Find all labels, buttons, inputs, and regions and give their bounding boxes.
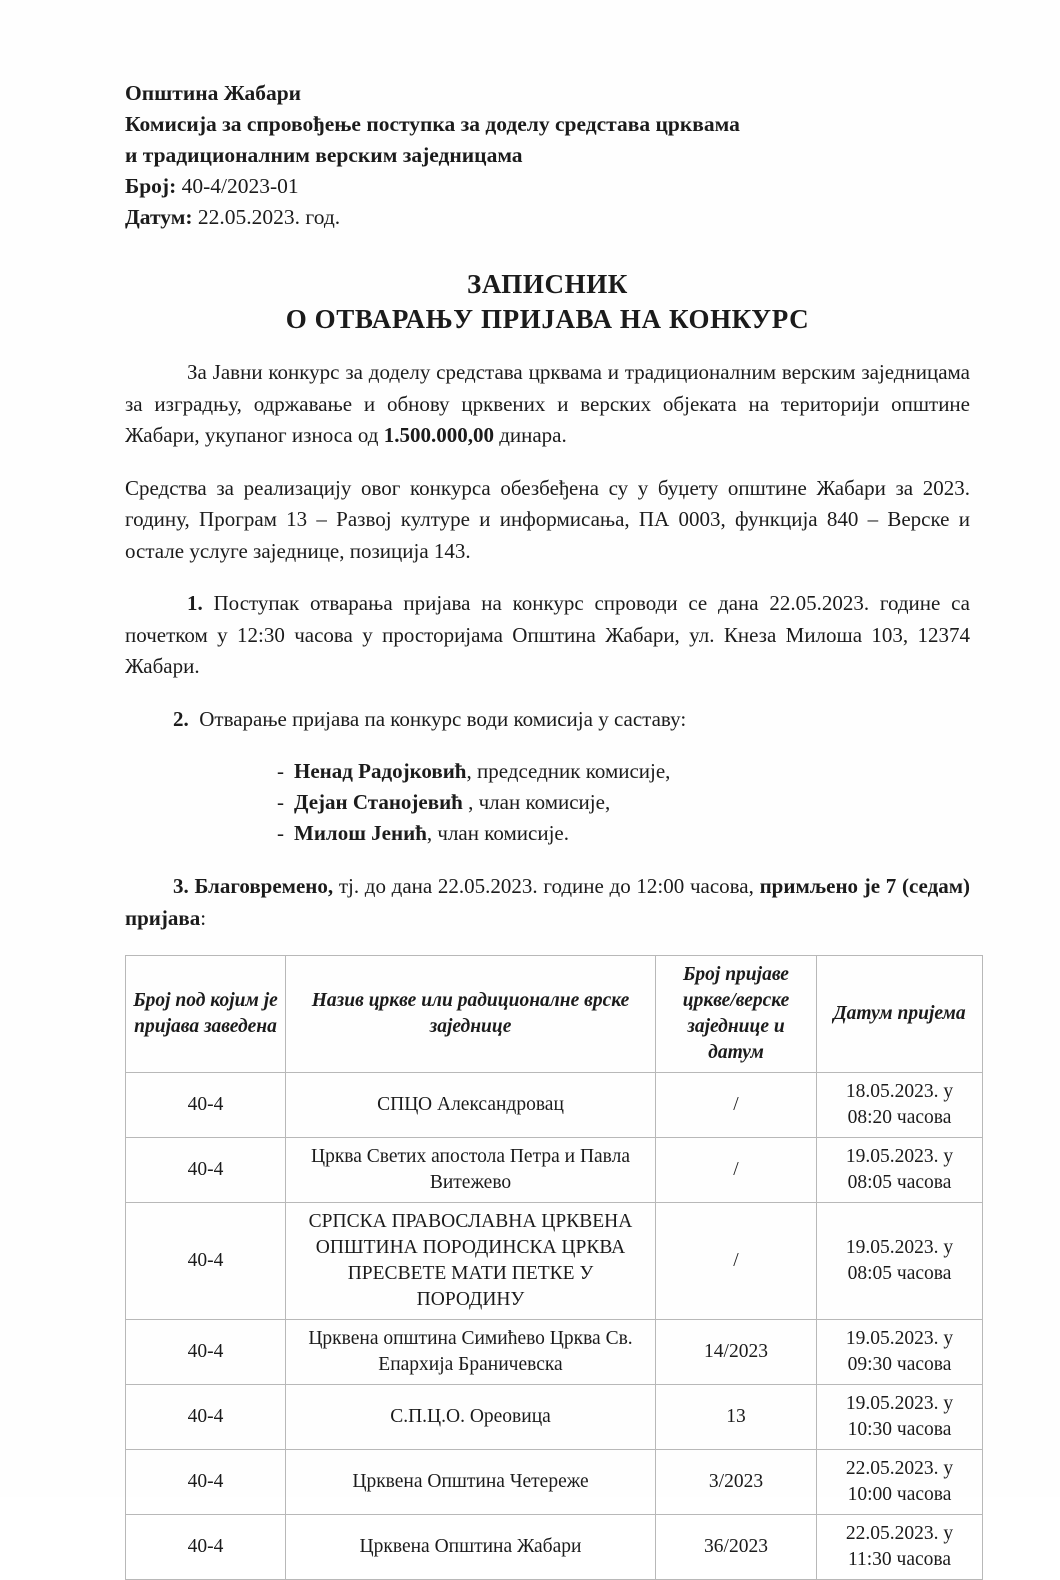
member-role: , члан комисије. xyxy=(426,821,569,845)
column-header-application-number: Број пријаве цркве/верске заједнице и датум xyxy=(656,956,817,1073)
member-role: , председник комисије, xyxy=(466,759,671,783)
member-name: Дејан Станојевић xyxy=(294,790,463,814)
cell-registration-number: 40-4 xyxy=(126,1203,286,1320)
list-item xyxy=(277,818,970,849)
cell-application-number: 14/2023 xyxy=(656,1320,817,1385)
document-number-label: Број: xyxy=(125,174,177,198)
cell-registration-number: 40-4 xyxy=(126,1450,286,1515)
document-number-value: 40-4/2023-01 xyxy=(176,174,299,198)
intro-text-part2: динара. xyxy=(493,423,567,447)
table-header-row xyxy=(126,956,983,1073)
bullet-dash-icon: - xyxy=(277,759,284,783)
table-row xyxy=(126,1515,983,1580)
item-2-number: 2. xyxy=(173,706,189,731)
cell-church-name: Црква Светих апостола Петра и Павла Витежево xyxy=(286,1138,656,1203)
cell-church-name: С.П.Ц.О. Ореовица xyxy=(286,1385,656,1450)
bullet-dash-icon: - xyxy=(277,821,284,845)
cell-receipt-date: 19.05.2023. у 08:05 часова xyxy=(817,1138,983,1203)
cell-church-name: СПЦО Александровац xyxy=(286,1073,656,1138)
item-1-number: 1. xyxy=(187,591,203,615)
cell-church-name: Црквена Општина Четереже xyxy=(286,1450,656,1515)
item-3-bold-tail: примљено је 7 (седам) пријава xyxy=(125,874,970,930)
applications-table xyxy=(125,955,983,1580)
item-2-text: Отварање пријава па конкурс води комисија у саставу: xyxy=(199,706,687,731)
column-header-registration-number: Број под којим је пријава заведена xyxy=(126,956,286,1073)
cell-church-name: Црквена општина Симићево Црква Св. Епархија Браничевска xyxy=(286,1320,656,1385)
title-line-1: ЗАПИСНИК xyxy=(467,269,628,299)
member-name: Ненад Радојковић xyxy=(294,759,467,783)
cell-application-number: / xyxy=(656,1203,817,1320)
table-row xyxy=(126,1320,983,1385)
cell-receipt-date: 19.05.2023. у 09:30 часова xyxy=(817,1320,983,1385)
commission-name-line2: и традиционалним верским заједницама xyxy=(125,143,523,167)
item-3-bold-lead: Благовремено, xyxy=(188,874,334,898)
cell-receipt-date: 19.05.2023. у 10:30 часова xyxy=(817,1385,983,1450)
cell-receipt-date: 18.05.2023. у 08:20 часова xyxy=(817,1073,983,1138)
list-item xyxy=(277,756,970,787)
bullet-dash-icon: - xyxy=(277,790,284,814)
list-item xyxy=(277,787,970,818)
table-row xyxy=(126,1450,983,1515)
cell-application-number: 36/2023 xyxy=(656,1515,817,1580)
cell-church-name: Црквена Општина Жабари xyxy=(286,1515,656,1580)
cell-registration-number: 40-4 xyxy=(126,1385,286,1450)
cell-registration-number: 40-4 xyxy=(126,1320,286,1385)
document-body xyxy=(125,78,970,1580)
intro-text-part1: За Јавни конкурс за доделу средстава црквама и традиционалним верским заједницама за изградњу, одржавање и обнову црквених и верских објеката на територији општине Жабари, укупаног износа од xyxy=(125,360,970,447)
item-1-text: Поступак отварања пријава на конкурс спроводи се дана 22.05.2023. године са почетком у 12:30 часова у просторијама Општина Жабари, ул. Кнеза Милоша 103, 12374 Жабари. xyxy=(125,591,970,678)
page-title xyxy=(125,267,970,337)
document-date-row xyxy=(125,202,970,233)
cell-registration-number: 40-4 xyxy=(126,1138,286,1203)
table-row xyxy=(126,1203,983,1320)
item-3-paragraph xyxy=(125,871,970,934)
funds-paragraph: Средства за реализацију овог конкурса обезбеђена су у буџету општине Жабари за 2023. годину, Програм 13 – Развој културе и информисања, ПА 0003, функција 840 – Верске и остале услуге заједнице, позиција 143. xyxy=(125,475,970,563)
column-header-receipt-date: Датум пријема xyxy=(817,956,983,1073)
commission-members-list xyxy=(125,756,970,849)
cell-church-name: СРПСКА ПРАВОСЛАВНА ЦРКВЕНА ОПШТИНА ПОРОДИНСКА ЦРКВА ПРЕСВЕТЕ МАТИ ПЕТКЕ У ПОРОДИНУ xyxy=(286,1203,656,1320)
title-line-2: О ОТВАРАЊУ ПРИЈАВА НА КОНКУРС xyxy=(285,304,810,334)
commission-name-line1: Комисија за спровођење поступка за доделу средстава црквама xyxy=(125,112,740,136)
cell-receipt-date: 22.05.2023. у 10:00 часова xyxy=(817,1450,983,1515)
table-row xyxy=(126,1385,983,1450)
item-2-paragraph xyxy=(125,704,970,736)
member-name: Милош Јенић xyxy=(294,821,427,845)
table-row xyxy=(126,1138,983,1203)
cell-registration-number: 40-4 xyxy=(126,1073,286,1138)
document-number-row xyxy=(125,171,970,202)
table-row xyxy=(126,1073,983,1138)
cell-receipt-date: 22.05.2023. у 11:30 часова xyxy=(817,1515,983,1580)
item-3-number: 3. xyxy=(173,874,189,898)
letterhead xyxy=(125,78,970,233)
item-3-middle-text: тј. до дана 22.05.2023. године до 12:00 часова, xyxy=(333,874,760,898)
cell-application-number: / xyxy=(656,1138,817,1203)
cell-receipt-date: 19.05.2023. у 08:05 часова xyxy=(817,1203,983,1320)
cell-application-number: 13 xyxy=(656,1385,817,1450)
item-3-colon: : xyxy=(200,905,207,930)
cell-application-number: 3/2023 xyxy=(656,1450,817,1515)
member-role: , члан комисије, xyxy=(462,790,611,814)
organization-name: Општина Жабари xyxy=(125,81,302,105)
cell-registration-number: 40-4 xyxy=(126,1515,286,1580)
intro-paragraph xyxy=(125,357,970,452)
intro-amount: 1.500.000,00 xyxy=(383,423,494,447)
item-1-paragraph xyxy=(125,588,970,683)
document-date-value: 22.05.2023. год. xyxy=(192,205,341,229)
document-date-label: Датум: xyxy=(125,205,193,229)
cell-application-number: / xyxy=(656,1073,817,1138)
column-header-church-name: Назив цркве или радиционалне врске заједнице xyxy=(286,956,656,1073)
